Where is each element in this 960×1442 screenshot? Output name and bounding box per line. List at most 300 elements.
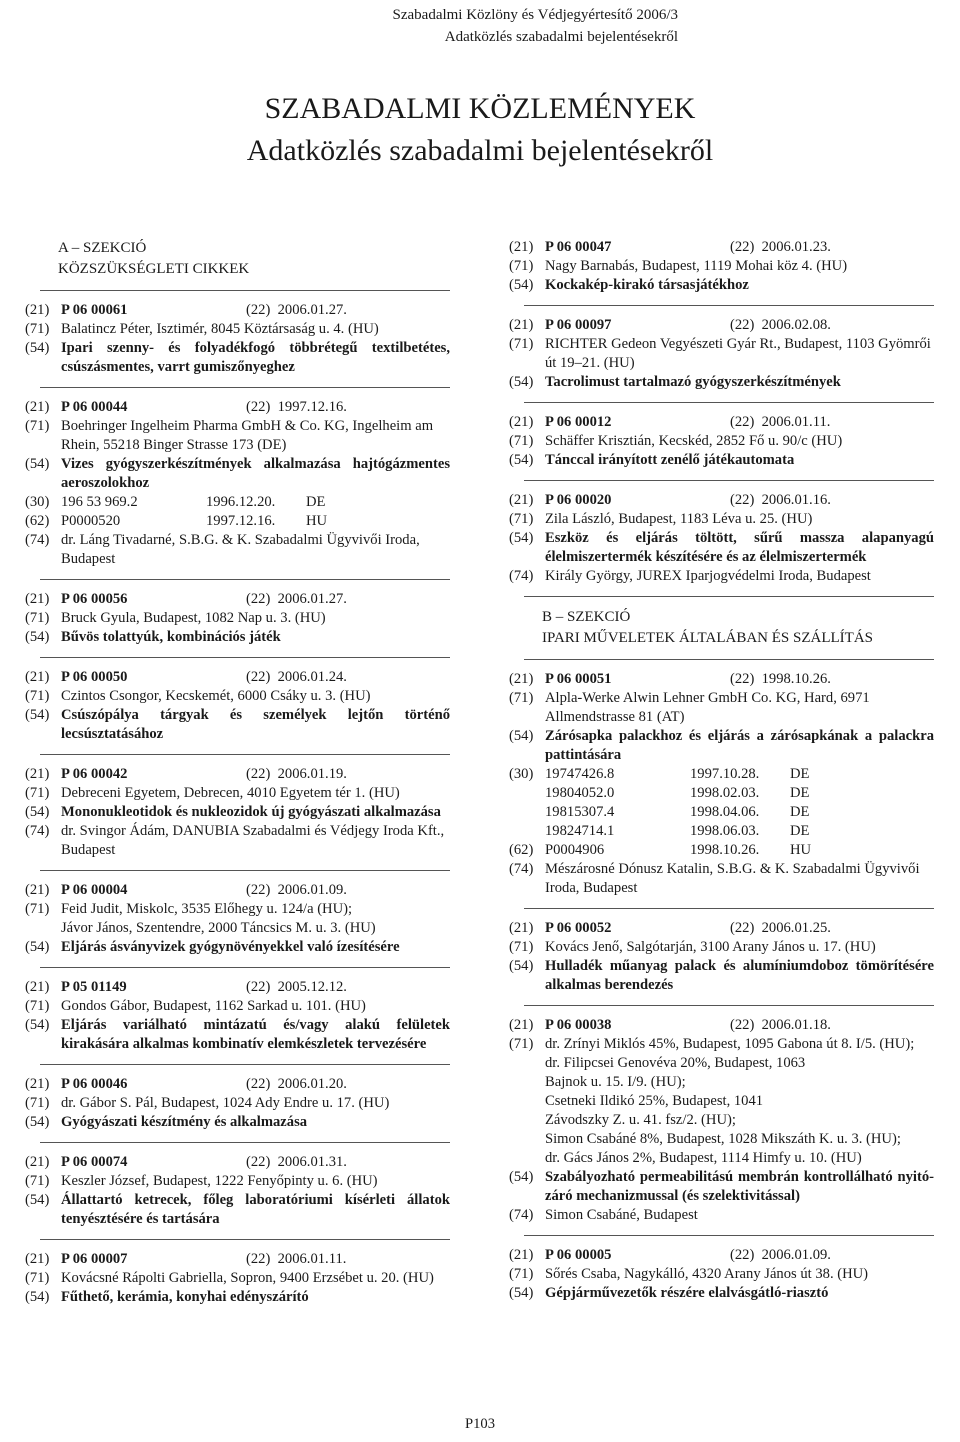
field-code: (54) — [25, 707, 50, 723]
agent-row — [509, 860, 934, 898]
field-code: (54) — [25, 1192, 50, 1208]
field-code: (21) — [25, 979, 50, 995]
running-head-journal: Szabadalmi Közlöny és Védjegyértesítő 2006/3 — [392, 7, 678, 23]
filing-date: (22) 2006.01.27. — [246, 591, 347, 607]
patent-entry — [25, 301, 450, 377]
patent-entry — [509, 238, 934, 295]
patent-entry — [509, 919, 934, 995]
applicant-row-text — [545, 938, 934, 957]
title-row — [509, 451, 934, 470]
filing-date: (22) 2006.01.09. — [246, 882, 347, 898]
separator-rule — [524, 480, 934, 481]
title-row — [509, 1168, 934, 1206]
section-heading-line1: B – SZEKCIÓ — [542, 609, 631, 625]
field-code: (74) — [509, 861, 534, 877]
applicant: Keszler József, Budapest, 1222 Fenyőpinty u. 6. (HU) — [61, 1173, 378, 1189]
filing-date: (22) 1997.12.16. — [246, 399, 347, 415]
application-number-row-text — [61, 765, 450, 784]
priority-number: 19747426.8 — [545, 766, 615, 782]
title-row — [509, 957, 934, 995]
title-row-text — [545, 727, 934, 765]
application-number-row — [25, 1075, 450, 1094]
field-code: (21) — [509, 1247, 534, 1263]
division-row — [509, 841, 934, 860]
field-code: (21) — [25, 669, 50, 685]
field-code: (71) — [25, 610, 50, 626]
agent: dr. Láng Tivadarné, S.B.G. & K. Szabadalmi Ügyvivői Iroda, Budapest — [61, 532, 420, 567]
separator-rule — [40, 754, 450, 755]
applicant-row — [25, 1269, 450, 1288]
applicant-line: dr. Gács János 2%, Budapest, 1114 Himfy u. 10. (HU) — [545, 1150, 862, 1166]
priority-item — [545, 803, 934, 822]
applicant-line: Simon Csabáné 8%, Budapest, 1028 Mikszáth K. u. 3. (HU); — [545, 1131, 901, 1147]
running-head — [393, 4, 679, 48]
title-row-text — [61, 1016, 450, 1054]
application-number-row — [509, 919, 934, 938]
invention-title: Hulladék műanyag palack és alumíniumdoboz tömörítésére alkalmas berendezés — [545, 958, 934, 993]
division-date: 1998.10.26. — [690, 842, 760, 858]
application-number-row — [509, 670, 934, 689]
filing-date: (22) 2006.01.11. — [246, 1251, 347, 1267]
division-country: HU — [306, 513, 328, 529]
title-row-text — [545, 957, 934, 995]
division-row-text — [545, 841, 934, 860]
section-heading-line2: KÖZSZÜKSÉGLETI CIKKEK — [58, 261, 250, 277]
separator-rule — [524, 1235, 934, 1236]
applicant-row — [509, 1035, 934, 1168]
priority-country: DE — [790, 766, 810, 782]
title-row — [509, 529, 934, 567]
title-row — [25, 339, 450, 377]
agent-row-text — [545, 1206, 934, 1225]
application-number: P 06 00020 — [545, 492, 612, 508]
patent-entry — [25, 398, 450, 569]
section-heading-line1: A – SZEKCIÓ — [58, 240, 147, 256]
title-row-text — [61, 628, 450, 647]
field-code: (71) — [25, 1270, 50, 1286]
title-row-text — [545, 529, 934, 567]
application-number: P 06 00050 — [61, 669, 128, 685]
filing-date: (22) 1998.10.26. — [730, 671, 831, 687]
title-row — [25, 1288, 450, 1307]
application-number: P 06 00074 — [61, 1154, 128, 1170]
applicant-row — [25, 320, 450, 339]
field-code: (71) — [25, 1095, 50, 1111]
separator-rule — [524, 402, 934, 403]
filing-date: (22) 2006.01.23. — [730, 239, 831, 255]
field-code: (21) — [509, 414, 534, 430]
page-number: P103 — [464, 1416, 495, 1432]
patent-entry — [509, 1246, 934, 1303]
invention-title: Eljárás ásványvizek gyógynövényekkel való ízesítésére — [61, 939, 400, 955]
field-code: (71) — [509, 1036, 534, 1052]
application-number-row — [25, 1153, 450, 1172]
agent: Mészárosné Dónusz Katalin, S.B.G. & K. Szabadalmi Ügyvivői Iroda, Budapest — [545, 861, 920, 896]
application-number-row — [509, 1016, 934, 1035]
separator-rule — [40, 387, 450, 388]
field-code: (54) — [25, 804, 50, 820]
separator-rule — [40, 290, 450, 291]
field-code: (74) — [509, 1207, 534, 1223]
division-number: P0004906 — [545, 842, 605, 858]
application-number: P 06 00042 — [61, 766, 128, 782]
invention-title: Zárósapka palackhoz és eljárás a zárósapkának a palackra pattintására — [545, 728, 934, 763]
priority-country: DE — [790, 823, 810, 839]
field-code: (54) — [25, 340, 50, 356]
application-number-row-text — [545, 491, 934, 510]
field-code: (71) — [25, 321, 50, 337]
application-number-row-text — [61, 301, 450, 320]
applicant-row-text — [545, 257, 934, 276]
application-number: P 06 00061 — [61, 302, 128, 318]
left-entries — [25, 290, 450, 1307]
applicant: Debreceni Egyetem, Debrecen, 4010 Egyetem tér 1. (HU) — [61, 785, 400, 801]
application-number: P 06 00051 — [545, 671, 612, 687]
title-row-text — [545, 1168, 934, 1206]
field-code: (62) — [509, 842, 534, 858]
separator-rule — [40, 967, 450, 968]
title-row-text — [545, 276, 934, 295]
priority-item — [545, 822, 934, 841]
applicant-row-text — [61, 784, 450, 803]
applicant: Zila László, Budapest, 1183 Léva u. 25. (HU) — [545, 511, 813, 527]
priority-country: DE — [790, 785, 810, 801]
field-code: (71) — [25, 785, 50, 801]
field-code: (21) — [25, 1251, 50, 1267]
separator-rule — [40, 1142, 450, 1143]
running-head-section: Adatközlés szabadalmi bejelentésekről — [444, 29, 678, 45]
application-number: P 06 00097 — [545, 317, 612, 333]
division-country: HU — [790, 842, 812, 858]
title-row-text — [545, 1284, 934, 1303]
title-row — [509, 373, 934, 392]
title-row-text — [61, 803, 450, 822]
applicant-row — [509, 938, 934, 957]
application-number-row-text — [61, 668, 450, 687]
field-code: (74) — [509, 568, 534, 584]
title-row — [25, 628, 450, 647]
applicant-row-text — [61, 1269, 450, 1288]
field-code: (21) — [25, 1076, 50, 1092]
applicant-row — [509, 335, 934, 373]
field-code: (21) — [25, 591, 50, 607]
field-code: (21) — [509, 239, 534, 255]
title-row — [509, 1284, 934, 1303]
field-code: (21) — [25, 399, 50, 415]
applicant: Balatincz Péter, Isztimér, 8045 Köztársaság u. 4. (HU) — [61, 321, 379, 337]
applicant-row — [25, 900, 450, 938]
section-heading-a — [25, 238, 450, 280]
invention-title: Gépjárművezetők részére elalvásgátló-riasztó — [545, 1285, 829, 1301]
field-code: (71) — [509, 258, 534, 274]
application-number: P 06 00005 — [545, 1247, 612, 1263]
priority-row — [509, 765, 934, 841]
field-code: (30) — [509, 766, 534, 782]
agent-row-text — [61, 822, 450, 860]
field-code: (21) — [509, 671, 534, 687]
filing-date: (22) 2006.01.19. — [246, 766, 347, 782]
field-code: (62) — [25, 513, 50, 529]
patent-entry — [25, 881, 450, 957]
page-title — [0, 88, 960, 172]
patent-entry — [25, 978, 450, 1054]
applicant-row-text — [545, 510, 934, 529]
division-row-text — [61, 512, 450, 531]
application-number-row — [25, 1250, 450, 1269]
title-row-text — [545, 373, 934, 392]
applicant-row — [25, 1094, 450, 1113]
application-number: P 06 00052 — [545, 920, 612, 936]
patent-entry — [25, 765, 450, 860]
field-code: (54) — [509, 374, 534, 390]
agent-row — [25, 531, 450, 569]
applicant: Bruck Gyula, Budapest, 1082 Nap u. 3. (HU) — [61, 610, 326, 626]
separator-rule — [40, 1239, 450, 1240]
title-row — [25, 938, 450, 957]
field-code: (54) — [25, 1114, 50, 1130]
title-row — [25, 1016, 450, 1054]
priority-date: 1998.02.03. — [690, 785, 760, 801]
separator-rule — [524, 1005, 934, 1006]
application-number: P 06 00047 — [545, 239, 612, 255]
field-code: (54) — [509, 452, 534, 468]
page-title-line2: Adatközlés szabadalmi bejelentésekről — [246, 134, 714, 167]
field-code: (21) — [509, 1017, 534, 1033]
applicant-row — [509, 432, 934, 451]
right-column — [509, 238, 934, 1303]
applicant: Feid Judit, Miskolc, 3535 Előhegy u. 124/a (HU); — [61, 901, 353, 917]
applicant: Boehringer Ingelheim Pharma GmbH & Co. KG, Ingelheim am Rhein, 55218 Binger Strasse 173 (DE) — [61, 418, 434, 453]
applicant-row — [509, 257, 934, 276]
application-number-row — [25, 978, 450, 997]
separator-rule — [40, 870, 450, 871]
title-row-text — [61, 1288, 450, 1307]
title-row-text — [61, 706, 450, 744]
applicant-row — [25, 609, 450, 628]
application-number-row-text — [61, 1075, 450, 1094]
applicant: Nagy Barnabás, Budapest, 1119 Mohai köz 4. (HU) — [545, 258, 848, 274]
field-code: (54) — [509, 728, 534, 744]
applicant: Czintos Csongor, Kecskemét, 6000 Csáky u. 3. (HU) — [61, 688, 371, 704]
application-number-row — [25, 398, 450, 417]
priority-number: 19824714.1 — [545, 823, 615, 839]
priority-country: DE — [790, 804, 810, 820]
agent-row-text — [545, 567, 934, 586]
applicant: Kovács Jenő, Salgótarján, 3100 Arany János u. 17. (HU) — [545, 939, 876, 955]
field-code: (71) — [25, 688, 50, 704]
priority-row-text — [61, 493, 450, 512]
priority-row — [25, 493, 450, 512]
right-entries-bottom — [509, 659, 934, 1303]
applicant-line: dr. Zrínyi Miklós 45%, Budapest, 1095 Gabona út 8. I/5. (HU); — [545, 1036, 915, 1052]
applicant-line: Jávor János, Szentendre, 2000 Táncsics M. u. 3. (HU) — [61, 920, 376, 936]
applicant-row-text — [61, 609, 450, 628]
applicant-row-text — [61, 900, 450, 938]
application-number: P 06 00007 — [61, 1251, 128, 1267]
separator-rule — [40, 1064, 450, 1065]
applicant-row-text — [61, 417, 450, 455]
priority-number: 196 53 969.2 — [61, 494, 138, 510]
invention-title: Állattartó ketrecek, főleg laboratóriumi kísérleti állatok tenyésztésére és tartására — [61, 1192, 450, 1227]
field-code: (71) — [509, 336, 534, 352]
patent-entry — [25, 668, 450, 744]
priority-item — [545, 784, 934, 803]
field-code: (21) — [509, 317, 534, 333]
application-number-row — [509, 491, 934, 510]
priority-country: DE — [306, 494, 326, 510]
field-code: (71) — [509, 939, 534, 955]
title-row-text — [61, 339, 450, 377]
invention-title: Eszköz és eljárás töltött, sűrű massza alapanyagú élelmiszertermék készítésére és az élelmiszertermék — [545, 530, 934, 565]
division-item — [61, 512, 450, 531]
invention-title: Csúszópálya tárgyak és személyek lejtőn történő lecsúsztatásához — [61, 707, 450, 742]
invention-title: Gyógyászati készítmény és alkalmazása — [61, 1114, 308, 1130]
field-code: (54) — [25, 939, 50, 955]
applicant-row — [25, 997, 450, 1016]
application-number: P 06 00044 — [61, 399, 128, 415]
patent-entry — [25, 590, 450, 647]
invention-title: Fűthető, kerámia, konyhai edényszárító — [61, 1289, 309, 1305]
field-code: (21) — [25, 1154, 50, 1170]
field-code: (74) — [25, 823, 50, 839]
application-number: P 06 00012 — [545, 414, 612, 430]
applicant-row-text — [61, 1094, 450, 1113]
division-item — [545, 841, 934, 860]
agent-row — [509, 1206, 934, 1225]
separator-rule — [40, 657, 450, 658]
applicant: Kovácsné Rápolti Gabriella, Sopron, 9400 Erzsébet u. 20. (HU) — [61, 1270, 434, 1286]
application-number-row-text — [61, 881, 450, 900]
division-date: 1997.12.16. — [206, 513, 276, 529]
priority-date: 1998.04.06. — [690, 804, 760, 820]
field-code: (54) — [25, 456, 50, 472]
applicant: Alpla-Werke Alwin Lehner GmbH Co. KG, Hard, 6971 Allmendstrasse 81 (AT) — [545, 690, 870, 725]
invention-title: Mononukleotidok és nukleozidok új gyógyászati alkalmazása — [61, 804, 441, 820]
field-code: (54) — [509, 530, 534, 546]
patent-entry — [25, 1153, 450, 1229]
division-number: P0000520 — [61, 513, 121, 529]
field-code: (71) — [25, 901, 50, 917]
application-number-row — [509, 238, 934, 257]
application-number: P 05 01149 — [61, 979, 127, 995]
applicant-line: Csetneki Ildikó 25%, Budapest, 1041 — [545, 1093, 764, 1109]
title-row — [25, 1191, 450, 1229]
application-number-row-text — [545, 1246, 934, 1265]
field-code: (71) — [509, 511, 534, 527]
application-number-row — [509, 413, 934, 432]
field-code: (21) — [25, 302, 50, 318]
title-row — [25, 455, 450, 493]
field-code: (54) — [25, 1017, 50, 1033]
field-code: (21) — [509, 920, 534, 936]
application-number-row-text — [545, 919, 934, 938]
agent: dr. Svingor Ádám, DANUBIA Szabadalmi és Védjegy Iroda Kft., Budapest — [61, 823, 445, 858]
left-column — [25, 238, 450, 1307]
patent-entry — [509, 1016, 934, 1225]
applicant-row — [509, 1265, 934, 1284]
title-row — [509, 727, 934, 765]
applicant-row — [25, 784, 450, 803]
agent: Simon Csabáné, Budapest — [545, 1207, 698, 1223]
application-number-row — [25, 765, 450, 784]
application-number-row — [25, 301, 450, 320]
priority-number: 19815307.4 — [545, 804, 615, 820]
applicant-row-text — [61, 1172, 450, 1191]
patent-entry — [509, 670, 934, 898]
applicant-row — [509, 510, 934, 529]
application-number-row-text — [545, 670, 934, 689]
applicant: RICHTER Gedeon Vegyészeti Gyár Rt., Budapest, 1103 Gyömrői út 19–21. (HU) — [545, 336, 931, 371]
title-row-text — [61, 455, 450, 493]
application-number: P 06 00046 — [61, 1076, 128, 1092]
application-number-row — [25, 590, 450, 609]
application-number-row-text — [545, 1016, 934, 1035]
filing-date: (22) 2006.01.11. — [730, 414, 831, 430]
applicant: Schäffer Krisztián, Kecskéd, 2852 Fő u. 90/c (HU) — [545, 433, 843, 449]
applicant-row-text — [545, 432, 934, 451]
applicant-row — [25, 687, 450, 706]
patent-entry — [509, 491, 934, 586]
separator-rule — [524, 305, 934, 306]
agent-row — [25, 822, 450, 860]
agent-row — [509, 567, 934, 586]
invention-title: Kockakép-kirakó társasjátékhoz — [545, 277, 749, 293]
application-number-row-text — [545, 238, 934, 257]
division-row — [25, 512, 450, 531]
application-number-row-text — [61, 978, 450, 997]
section-heading-b — [509, 607, 934, 649]
field-code: (71) — [509, 1266, 534, 1282]
applicant-row-text — [545, 1265, 934, 1284]
agent: Király György, JUREX Iparjogvédelmi Iroda, Budapest — [545, 568, 871, 584]
applicant-row-text — [61, 320, 450, 339]
separator-rule — [524, 596, 934, 597]
title-row-text — [545, 451, 934, 470]
applicant-row-text — [545, 689, 934, 727]
application-number-row — [25, 668, 450, 687]
application-number-row — [25, 881, 450, 900]
applicant-line: dr. Filipcsei Genovéva 20%, Budapest, 1063 — [545, 1055, 806, 1071]
patent-entry — [509, 413, 934, 470]
filing-date: (22) 2005.12.12. — [246, 979, 347, 995]
field-code: (54) — [509, 1169, 534, 1185]
field-code: (21) — [509, 492, 534, 508]
applicant-line: Bajnok u. 15. I/9. (HU); — [545, 1074, 686, 1090]
field-code: (21) — [25, 766, 50, 782]
invention-title: Bűvös tolattyúk, kombinációs játék — [61, 629, 281, 645]
section-heading-line2: IPARI MŰVELETEK ÁLTALÁBAN ÉS SZÁLLÍTÁS — [542, 630, 874, 646]
filing-date: (22) 2006.01.27. — [246, 302, 347, 318]
field-code: (74) — [25, 532, 50, 548]
priority-row-text — [545, 765, 934, 841]
applicant-row — [509, 689, 934, 727]
title-row — [25, 803, 450, 822]
priority-item — [61, 493, 450, 512]
title-row-text — [61, 1113, 450, 1132]
applicant-line: Závodszky Z. u. 41. fsz/2. (HU); — [545, 1112, 736, 1128]
invention-title: Szabályozható permeabilitású membrán kontrollálható nyitó-záró mechanizmussal (és szelektivitással) — [545, 1169, 934, 1204]
field-code: (54) — [25, 629, 50, 645]
application-number-row-text — [545, 316, 934, 335]
filing-date: (22) 2006.01.24. — [246, 669, 347, 685]
application-number-row-text — [61, 1153, 450, 1172]
invention-title: Tánccal irányított zenélő játékautomata — [545, 452, 795, 468]
priority-item — [545, 765, 934, 784]
patent-entry — [509, 316, 934, 392]
applicant: Gondos Gábor, Budapest, 1162 Sarkad u. 101. (HU) — [61, 998, 366, 1014]
priority-date: 1998.06.03. — [690, 823, 760, 839]
filing-date: (22) 2006.01.25. — [730, 920, 831, 936]
